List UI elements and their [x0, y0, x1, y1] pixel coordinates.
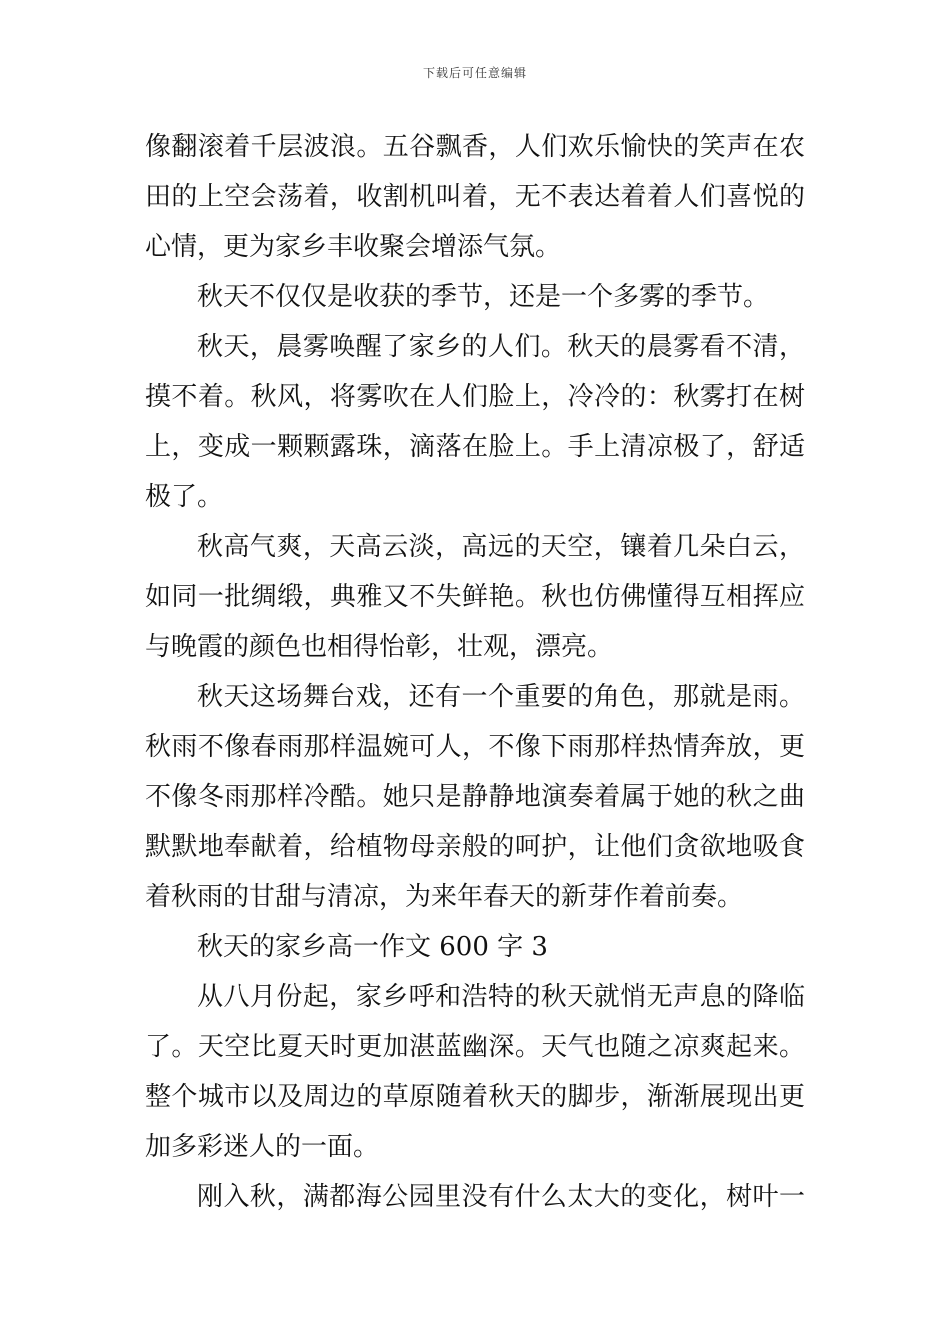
text-line: 整个城市以及周边的草原随着秋天的脚步，渐渐展现出更 [145, 1082, 805, 1112]
page-header: 下载后可任意编辑 [422, 66, 527, 80]
text-line: 摸不着。秋风，将雾吹在人们脸上，冷冷的：秋雾打在树 [145, 382, 805, 412]
text-line: 秋高气爽，天高云淡，高远的天空，镶着几朵白云， [197, 532, 805, 562]
document-body [145, 122, 805, 1222]
text-line: 加多彩迷人的一面。 [145, 1132, 380, 1162]
section-heading: 秋天的家乡高一作文 600 字 3 [197, 932, 548, 962]
text-line: 秋雨不像春雨那样温婉可人，不像下雨那样热情奔放，更 [145, 732, 805, 762]
text-line: 秋天这场舞台戏，还有一个重要的角色，那就是雨。 [197, 682, 805, 712]
text-line: 上，变成一颗颗露珠，滴落在脸上。手上清凉极了，舒适 [145, 432, 805, 462]
text-line: 心情，更为家乡丰收聚会增添气氛。 [145, 232, 562, 262]
text-line: 了。天空比夏天时更加湛蓝幽深。天气也随之凉爽起来。 [145, 1032, 805, 1062]
text-line: 刚入秋，满都海公园里没有什么太大的变化，树叶一 [197, 1182, 805, 1212]
text-line: 从八月份起，家乡呼和浩特的秋天就悄无声息的降临 [197, 982, 805, 1012]
text-line: 秋天不仅仅是收获的季节，还是一个多雾的季节。 [197, 282, 770, 312]
text-line: 与晚霞的颜色也相得怡彰，壮观，漂亮。 [145, 632, 614, 662]
text-line: 极了。 [145, 482, 224, 512]
text-line: 田的上空会荡着，收割机叫着，无不表达着着人们喜悦的 [145, 182, 805, 212]
text-line: 秋天，晨雾唤醒了家乡的人们。秋天的晨雾看不清， [197, 332, 805, 362]
text-line: 着秋雨的甘甜与清凉，为来年春天的新芽作着前奏。 [145, 882, 744, 912]
text-line: 像翻滚着千层波浪。五谷飘香，人们欢乐愉快的笑声在农 [145, 132, 805, 162]
text-line: 如同一批绸缎，典雅又不失鲜艳。秋也仿佛懂得互相挥应 [145, 582, 805, 612]
text-line: 默默地奉献着，给植物母亲般的呵护，让他们贪欲地吸食 [145, 832, 805, 862]
text-line: 不像冬雨那样冷酷。她只是静静地演奏着属于她的秋之曲 [145, 782, 805, 812]
